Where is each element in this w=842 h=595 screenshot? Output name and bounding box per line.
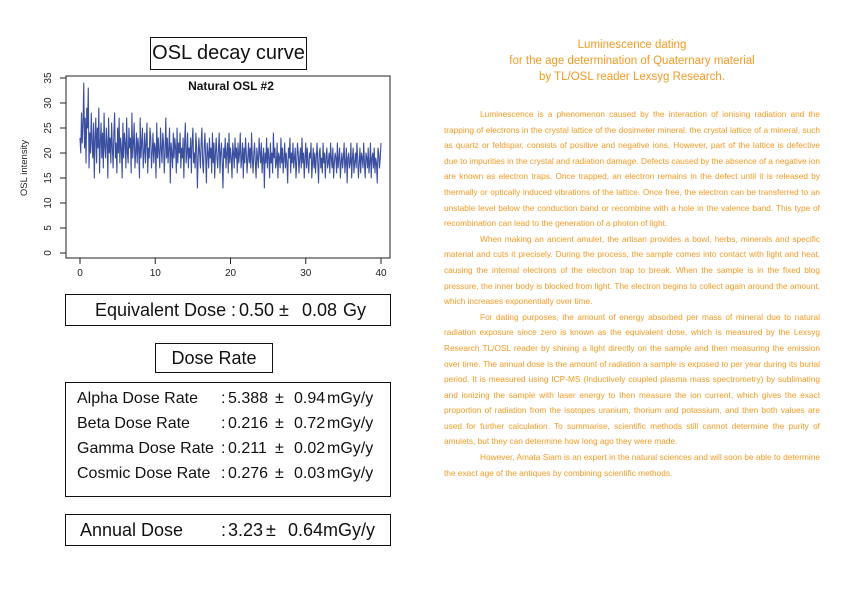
- dose-rate-pm: ±: [275, 415, 284, 432]
- dose-rate-label: Beta Dose Rate: [77, 415, 190, 432]
- dose-rate-unit: mGy/y: [327, 440, 374, 457]
- dose-rate-unit: mGy/y: [327, 390, 374, 407]
- osl-decay-chart: [0, 68, 410, 294]
- equivalent-dose-box: [65, 294, 391, 326]
- y-axis-label: OSL intensity: [19, 139, 30, 197]
- dose-rate-colon: :: [221, 390, 226, 407]
- dose-rate-uncertainty: 0.02: [294, 440, 326, 457]
- annual-dose-label: Annual Dose: [80, 520, 184, 540]
- equivalent-dose-unit: Gy: [343, 300, 367, 320]
- dose-rate-pm: ±: [275, 440, 284, 457]
- annual-dose-unit: mGy/y: [323, 520, 375, 540]
- y-tick-label: 35: [43, 72, 54, 84]
- annual-dose-value: 3.23: [228, 520, 264, 540]
- dose-rate-pm: ±: [275, 465, 284, 482]
- dose-rate-colon: :: [221, 440, 226, 457]
- article-title-line: by TL/OSL reader Lexsyg Research.: [538, 71, 725, 83]
- equivalent-dose-colon: :: [231, 300, 237, 320]
- dose-rate-colon: :: [221, 465, 226, 482]
- dose-rate-colon: :: [221, 415, 226, 432]
- equivalent-dose-pm: ±: [279, 300, 289, 320]
- equivalent-dose-value: 0.50: [239, 300, 275, 320]
- x-tick-label: 0: [77, 268, 83, 279]
- dose-rate-unit: mGy/y: [327, 415, 374, 432]
- y-tick-label: 15: [43, 172, 54, 184]
- x-tick-label: 40: [375, 268, 387, 279]
- osl-series-line: [80, 83, 381, 188]
- annual-dose-uncertainty: 0.64: [288, 520, 324, 540]
- dose-rate-value: 5.388: [228, 390, 269, 407]
- dose-rate-label: Gamma Dose Rate: [77, 440, 214, 457]
- article-paragraph: Luminescence is a phenomenon caused by the interaction of ionising radiation and the trapping of electrons in the crystal lattice of the dosimeter mineral. the crystal lattice of a mineral, such as quartz or feldspar, consists of positive and negative ions. However, part of the lattice is defective due to impurities in the crystal and radiation damage. Defects caused by the absence of a negative ion are known as electron traps. Once trapped, an electron remains in the defect until it is released by thermally or optically induced vibrations of the lattice. Once free, the electron can be transferred to an unstable level below the conduction band or recombine with a hole in the valence band. This type of recombination can lead to the generation of a photon of light.: [444, 109, 820, 229]
- dose-rate-uncertainty: 0.94: [294, 390, 326, 407]
- equivalent-dose-label: Equivalent Dose: [95, 300, 227, 320]
- chart-title: Natural OSL #2: [188, 79, 274, 93]
- dose-rate-label: Cosmic Dose Rate: [77, 465, 211, 482]
- equivalent-dose-uncertainty: 0.08: [302, 300, 338, 320]
- article-body: [444, 107, 820, 481]
- article-paragraph: However, Amata Siam is an expert in the natural sciences and will soon be able to determine the exact age of the antiques by combining scientific methods.: [444, 452, 820, 478]
- dose-rate-label: Alpha Dose Rate: [77, 390, 198, 407]
- x-tick-label: 20: [224, 268, 237, 279]
- dose-rate-value: 0.211: [228, 440, 267, 457]
- article-title-line: Luminescence dating: [577, 39, 687, 51]
- dose-rate-unit: mGy/y: [327, 465, 374, 482]
- article-paragraph: For dating purposes, the amount of energy absorbed per mass of mineral due to natural radiation exposure since zero is known as the equivalent dose, which is measured by the Lexsyg Research TL/OSL reader by shining a light directly on the sample and then measuring the emission over time. The annual dose is the amount of radiation a sample is exposed to per year during its burial period. It is measured using ICP-MS (Inductively coupled plasma mass spectrometry) by sublimating and ionizing the sample with laser energy to then measure the ion current, which gives the exact proportion of radiation from the isotopes uranium, thorium and potassium, and then both values are used for further calculation. To summarise, scientific methods still cannot determine the purity of amulets, but they can determine how long ago they were made.: [444, 311, 820, 447]
- x-tick-label: 30: [300, 268, 312, 279]
- dose-rate-pm: ±: [275, 390, 284, 407]
- y-tick-label: 30: [43, 97, 54, 109]
- y-tick-label: 5: [43, 225, 54, 231]
- chart-title-box: [150, 37, 307, 70]
- y-tick-label: 20: [43, 147, 54, 159]
- article-title-line: for the age determination of Quaternary material: [509, 55, 755, 67]
- dose-rate-value: 0.216: [228, 415, 269, 432]
- dose-rate-value: 0.276: [228, 465, 269, 482]
- y-tick-label: 10: [43, 197, 54, 209]
- y-tick-label: 0: [43, 250, 54, 256]
- dose-rate-uncertainty: 0.72: [294, 415, 326, 432]
- chart-title-box-label: OSL decay curve: [152, 42, 305, 64]
- dose-rate-title: Dose Rate: [171, 347, 257, 368]
- annual-dose-box: [65, 514, 391, 546]
- y-tick-label: 25: [43, 122, 54, 134]
- dose-rate-uncertainty: 0.03: [294, 465, 326, 482]
- dose-rate-title-box: [155, 343, 273, 373]
- x-tick-label: 10: [149, 268, 161, 279]
- annual-dose-colon: :: [221, 520, 227, 540]
- annual-dose-pm: ±: [266, 520, 276, 540]
- dose-rates-box: [65, 382, 391, 497]
- article: [444, 37, 820, 481]
- article-paragraph: When making an ancient amulet, the artisan provides a bowl, herbs, minerals and specific material and cuts it precisely. During the process, the sample comes into contact with light and heat, causing the internal electrons of the electron trap to break. When the sample is in the fixed blog pressure, the inner body is blocked from light. The electron begins to collect again around the amount, which increases exponentially over time.: [444, 233, 820, 307]
